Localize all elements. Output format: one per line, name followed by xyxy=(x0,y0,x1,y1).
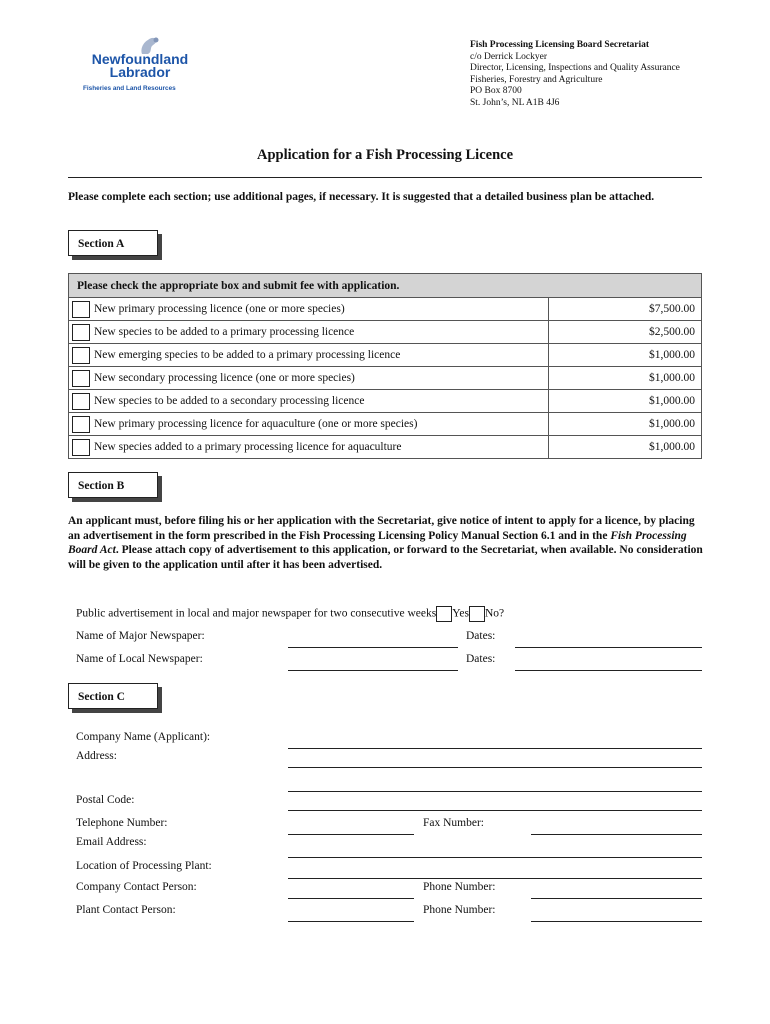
fee-table-header xyxy=(69,274,702,298)
no-checkbox[interactable] xyxy=(469,606,485,622)
fee-row xyxy=(69,344,702,367)
address-field-1[interactable] xyxy=(288,767,702,768)
intro-instructions: Please complete each section; use additional pages, if necessary. It is suggested that a detailed business plan be attached. xyxy=(68,191,655,203)
fee-amount: $7,500.00 xyxy=(549,298,702,321)
advertisement-question xyxy=(76,606,504,622)
fee-description: New species added to a primary processing licence for aquaculture xyxy=(94,440,402,453)
notice-text: An applicant must, before filing his or her application with the Secretariat, give notice of intent to apply for a licence, by placing an advertisement in the form prescribed in the Fish Processing Licensing Policy Manual Section 6.1 and in the xyxy=(68,515,695,542)
plant-contact-label: Plant Contact Person: xyxy=(76,904,176,916)
fee-amount: $1,000.00 xyxy=(549,344,702,367)
fee-row xyxy=(69,390,702,413)
plant-location-label: Location of Processing Plant: xyxy=(76,860,212,872)
advertisement-notice xyxy=(68,514,708,572)
fee-amount: $1,000.00 xyxy=(549,436,702,459)
plant-phone-label: Phone Number: xyxy=(423,904,496,916)
fee-amount: $1,000.00 xyxy=(549,367,702,390)
fee-description: New emerging species to be added to a primary processing licence xyxy=(94,348,401,361)
fee-amount: $1,000.00 xyxy=(549,390,702,413)
question-text: Public advertisement in local and major newspaper for two consecutive weeks xyxy=(76,607,437,620)
local-newspaper-field[interactable] xyxy=(288,670,458,671)
government-logo xyxy=(83,38,198,96)
major-newspaper-label: Name of Major Newspaper: xyxy=(76,630,205,642)
major-newspaper-field[interactable] xyxy=(288,647,458,648)
company-name-field[interactable] xyxy=(288,748,702,749)
section-a-label: Section A xyxy=(68,230,158,256)
address-line: c/o Derrick Lockyer xyxy=(470,51,548,62)
plant-phone-field[interactable] xyxy=(531,921,702,922)
fee-row xyxy=(69,298,702,321)
no-label: No? xyxy=(484,607,505,620)
local-dates-label: Dates: xyxy=(466,653,496,665)
fee-checkbox[interactable] xyxy=(72,301,90,318)
telephone-label: Telephone Number: xyxy=(76,817,168,829)
logo-subtitle: Fisheries and Land Resources xyxy=(83,85,176,92)
fee-description: New primary processing licence for aquaculture (one or more species) xyxy=(94,417,418,430)
fee-checkbox[interactable] xyxy=(72,347,90,364)
form-title: Application for a Fish Processing Licence xyxy=(256,147,514,163)
telephone-field[interactable] xyxy=(288,834,414,835)
fee-checkbox[interactable] xyxy=(72,439,90,456)
plant-location-field[interactable] xyxy=(288,878,702,879)
section-b-label: Section B xyxy=(68,472,158,498)
fee-row xyxy=(69,436,702,459)
company-name-label: Company Name (Applicant): xyxy=(76,731,211,743)
logo-line-2: Labrador xyxy=(109,64,171,80)
local-dates-field[interactable] xyxy=(515,670,702,671)
fee-table xyxy=(68,273,702,459)
fee-checkbox[interactable] xyxy=(72,370,90,387)
fee-checkbox[interactable] xyxy=(72,324,90,341)
fee-description: New secondary processing licence (one or more species) xyxy=(94,371,355,384)
fee-amount: $1,000.00 xyxy=(549,413,702,436)
fee-row xyxy=(69,367,702,390)
plant-contact-field[interactable] xyxy=(288,921,414,922)
address-line: St. John’s, NL A1B 4J6 xyxy=(470,97,560,108)
address-line: Fish Processing Licensing Board Secretariat xyxy=(470,40,650,50)
fee-description: New primary processing licence (one or more species) xyxy=(94,302,345,315)
yes-checkbox[interactable] xyxy=(436,606,452,622)
company-phone-label: Phone Number: xyxy=(423,881,496,893)
company-phone-field[interactable] xyxy=(531,898,702,899)
logo-line-1: Newfoundland xyxy=(91,51,189,67)
email-field[interactable] xyxy=(288,857,702,858)
fee-checkbox[interactable] xyxy=(72,416,90,433)
fee-amount: $2,500.00 xyxy=(549,321,702,344)
fee-row xyxy=(69,321,702,344)
company-contact-field[interactable] xyxy=(288,898,414,899)
notice-text: . Please attach copy of advertisement to this application, or forward to the Secretariat, when available. No consideration will be given to the application until after it has been advertised. xyxy=(68,544,703,571)
postal-code-label: Postal Code: xyxy=(76,794,135,806)
title-divider xyxy=(68,177,702,178)
secretariat-address xyxy=(470,40,680,109)
section-c-label: Section C xyxy=(68,683,158,709)
local-newspaper-label: Name of Local Newspaper: xyxy=(76,653,203,665)
act-name: Fish Processing Board Act xyxy=(68,529,687,557)
fee-table-header-text: Please check the appropriate box and submit fee with application. xyxy=(69,274,702,298)
fax-label: Fax Number: xyxy=(423,817,485,829)
email-label: Email Address: xyxy=(76,836,147,848)
fee-checkbox[interactable] xyxy=(72,393,90,410)
address-line: Fisheries, Forestry and Agriculture xyxy=(470,74,603,85)
fax-field[interactable] xyxy=(531,834,702,835)
major-dates-label: Dates: xyxy=(466,630,496,642)
address-label: Address: xyxy=(76,750,117,762)
major-dates-field[interactable] xyxy=(515,647,702,648)
address-line: Director, Licensing, Inspections and Quality Assurance xyxy=(470,63,680,73)
company-contact-label: Company Contact Person: xyxy=(76,881,197,893)
postal-code-field[interactable] xyxy=(288,810,702,811)
fee-row xyxy=(69,413,702,436)
fee-description: New species to be added to a secondary processing licence xyxy=(94,394,365,407)
address-line: PO Box 8700 xyxy=(470,86,522,96)
address-field-2[interactable] xyxy=(288,791,702,792)
fee-description: New species to be added to a primary processing licence xyxy=(94,325,355,338)
yes-label: Yes xyxy=(452,607,469,620)
